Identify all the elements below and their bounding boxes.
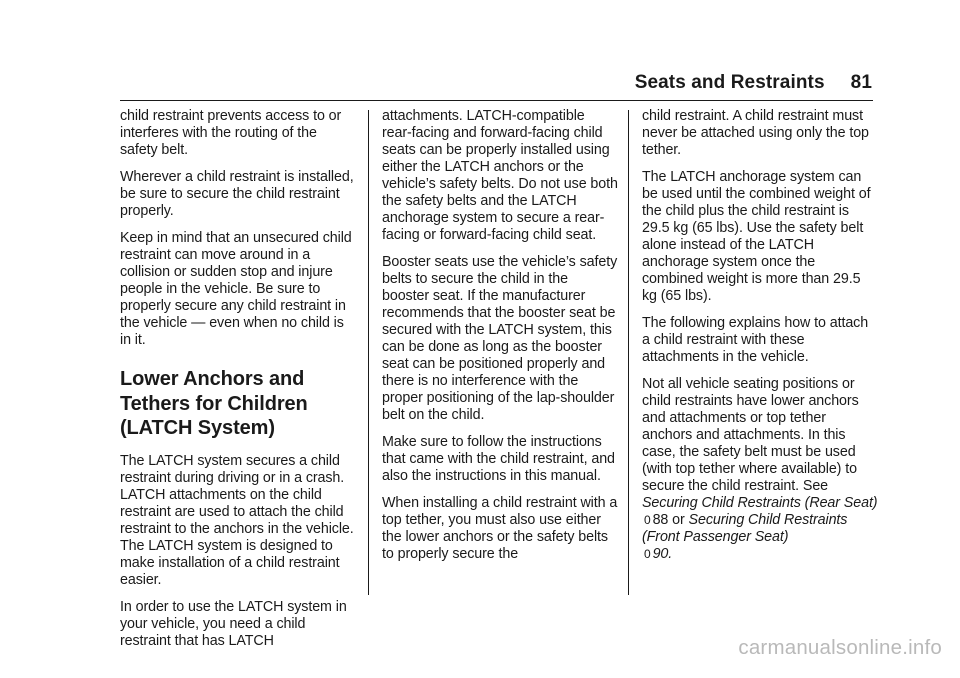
conjunction: or <box>672 512 685 528</box>
paragraph-text: Not all vehicle seating positions or child restraints have lower anchors and attachments or top tether anchors and attachments. In this case, the safety belt must be used (with top tether where available) to secure the child restraint. See <box>642 376 859 494</box>
page-number: 81 <box>850 72 872 93</box>
heading-line: Lower Anchors and <box>120 368 305 390</box>
column-divider <box>628 110 629 595</box>
paragraph: The LATCH system secures a child restraint during driving or in a crash. LATCH attachments on the child restraint are used to attach the child restraint to the anchors in the vehicle. The LATCH system is designed to make installation of a child restraint easier. <box>120 452 354 588</box>
paragraph: child restraint. A child restraint must never be attached using only the top tether. <box>642 108 869 158</box>
paragraph: attachments. LATCH-compatible rear-facing and forward-facing child seats can be properly installed using either the LATCH anchors or the vehicle’s safety belts. Do not use both the safety belts and the LATCH anchorage system to secure a rear-facing or forward-facing child seat. <box>382 108 618 243</box>
cross-reference-link[interactable]: Securing Child Restraints (Rear Seat) <box>642 495 878 511</box>
page-reference-icon: 0 <box>644 513 651 527</box>
section-title: Seats and Restraints <box>634 72 825 93</box>
page-header <box>635 72 872 94</box>
paragraph: The LATCH anchorage system can be used until the combined weight of the child plus the child restraint is 29.5 kg (65 lbs). Use the safety belt alone instead of the LATCH anchorage system once the combined weight is more than 29.5 kg (65 lbs). <box>642 169 871 304</box>
cross-reference-link[interactable]: Securing Child Restraints (Front Passenger Seat) <box>642 512 848 545</box>
reference-page: 90. <box>652 546 673 562</box>
heading-line: Tethers for Children <box>120 392 308 415</box>
text-column-1 <box>120 108 356 660</box>
paragraph: In order to use the LATCH system in your vehicle, you need a child restraint that has LATCH <box>120 598 347 649</box>
column-divider <box>368 110 369 595</box>
header-rule <box>120 100 873 101</box>
text-column-3 <box>642 108 878 573</box>
paragraph: When installing a child restraint with a top tether, you must also use either the lower anchors or the safety belts to properly secure the <box>382 495 618 562</box>
paragraph: Booster seats use the vehicle’s safety belts to secure the child in the booster seat. If the manufacturer recommends that the booster seat be secured with the LATCH system, this can be done as long as the booster seat can be positioned properly and there is no interference with the proper positioning of the lap-shoulder belt on the child. <box>382 254 618 423</box>
paragraph: The following explains how to attach a child restraint with these attachments in the vehicle. <box>642 315 869 365</box>
heading-line: (LATCH System) <box>120 417 275 439</box>
paragraph: Wherever a child restraint is installed, be sure to secure the child restraint properly. <box>120 169 354 219</box>
paragraph: Keep in mind that an unsecured child restraint can move around in a collision or sudden stop and injure people in the vehicle. Be sure to properly secure any child restraint in the vehicle — even when no child is in it. <box>120 230 352 348</box>
paragraph: Make sure to follow the instructions that came with the child restraint, and also the instructions in this manual. <box>382 434 615 484</box>
watermark: carmanualsonline.info <box>738 636 942 659</box>
paragraph: child restraint prevents access to or interferes with the routing of the safety belt. <box>120 108 342 158</box>
section-heading <box>120 367 356 441</box>
reference-page: 88 <box>652 512 669 528</box>
text-column-2 <box>382 108 618 573</box>
paragraph <box>642 376 878 563</box>
page-reference-icon: 0 <box>644 547 651 561</box>
